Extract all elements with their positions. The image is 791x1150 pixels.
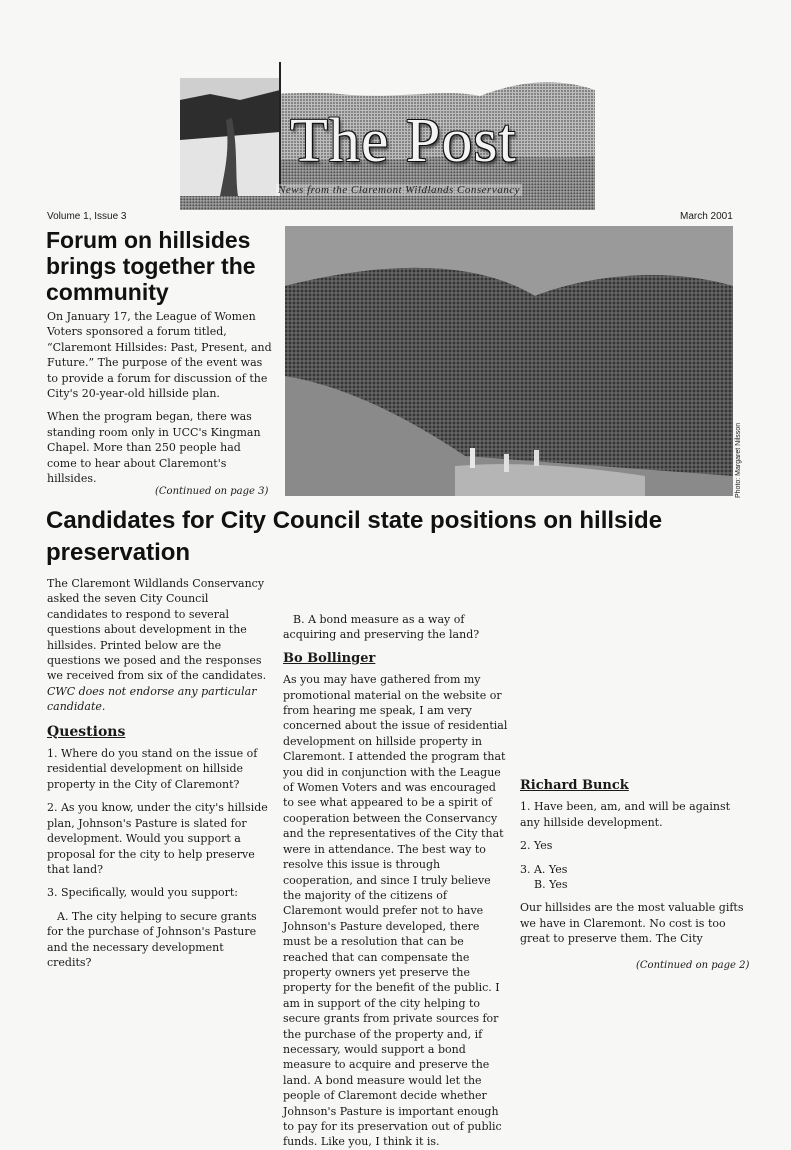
issue-date: March 2001: [680, 211, 733, 222]
bunck-answer-1: 1. Have been, am, and will be against any hillside development.: [520, 800, 731, 829]
hillside-photo: [285, 226, 733, 496]
photo-credit-text: Photo: Margaret Nilsson: [735, 422, 742, 498]
bollinger-heading: Bo Bollinger: [283, 650, 376, 666]
bunck-answer-2: 2. Yes: [520, 839, 553, 853]
bollinger-continuation-space: [520, 578, 744, 774]
intro-text: The Claremont Wildlands Conservancy asked the seven City Council candidates to respond to several questions about development in the hillsides. Printed below are the questions we posed and the responses we received from six of the candidates.: [47, 577, 267, 683]
masthead-title: The Post: [290, 107, 517, 175]
question-1: 1. Where do you stand on the issue of residential development on hillside property in the City of Claremont?: [47, 747, 258, 791]
candidates-intro: [47, 576, 269, 715]
column-1: [47, 576, 269, 978]
endorsement-disclaimer: CWC does not endorse any particular candidate.: [47, 684, 257, 714]
forum-continued: (Continued on page 3): [155, 486, 269, 497]
masthead: [180, 60, 595, 210]
issue-volume: Volume 1, Issue 3: [47, 211, 127, 222]
bunck-answer-3b: B. Yes: [534, 878, 568, 892]
forum-paragraph-2: When the program began, there was standing room only in UCC's Kingman Chapel. More than 250 people had come to hear about Claremont's hillsides.: [47, 410, 261, 486]
bunck-answer-3a: 3. A. Yes: [520, 862, 568, 876]
questions-heading: Questions: [47, 723, 126, 740]
question-3: 3. Specifically, would you support:: [47, 886, 239, 900]
photo-credit: [733, 410, 747, 500]
forum-paragraph-1: On January 17, the League of Women Voters sponsored a forum titled, “Claremont Hillsides: Past, Present, and Future.” The purpose of the event was to provide a forum for discussion of the City's 20-year-old hillside plan.: [47, 310, 272, 401]
column-3: [520, 578, 744, 955]
forum-headline: Forum on hillsides brings together the community: [46, 227, 256, 305]
candidates-headline: Candidates for City Council state positions on hillside preservation: [46, 507, 663, 566]
bunck-response: Our hillsides are the most valuable gifts we have in Claremont. No cost is too great to preserve them. The City: [520, 901, 744, 946]
candidates-continued: (Continued on page 2): [636, 960, 750, 971]
forum-article: [47, 309, 273, 494]
bollinger-response: As you may have gathered from my promotional material on the website or from hearing me speak, I am very concerned about the issue of residential development on hillside property in Claremont. I attended the program that you did in conjunction with the League of Women Voters and was encouraged to see what appeared to be a spirit of cooperation between the Conservancy and the representatives of the City that were in attendance. The best way to resolve this issue is through cooperation, and since I truly believe the majority of the citizens of Claremont would prefer not to have Johnson's Pasture developed, there must be a resolution that can be reached that can compensate the property owners yet preserve the property for the benefit of the public. I am in support of the city helping to secure grants from private sources for the purchase of the property and, if necessary, would support a bond measure to acquire and preserve the land. A bond measure would let the people of Claremont decide whether Johnson's Pasture is important enough to pay for its preservation out of public funds. Like you, I think it is.: [283, 673, 508, 1149]
question-3b: B. A bond measure as a way of acquiring and preserving the land?: [283, 613, 480, 642]
question-2: 2. As you know, under the city's hillside plan, Johnson's Pasture is slated for development. Would you support a proposal for the city to help preserve that land?: [47, 801, 268, 876]
column-2: [283, 578, 509, 1149]
masthead-subtitle: News from the Claremont Wildlands Conservancy: [278, 184, 520, 196]
bunck-heading: Richard Bunck: [520, 778, 629, 793]
question-3a: A. The city helping to secure grants for the purchase of Johnson's Pasture and the necessary development credits?: [47, 909, 257, 969]
